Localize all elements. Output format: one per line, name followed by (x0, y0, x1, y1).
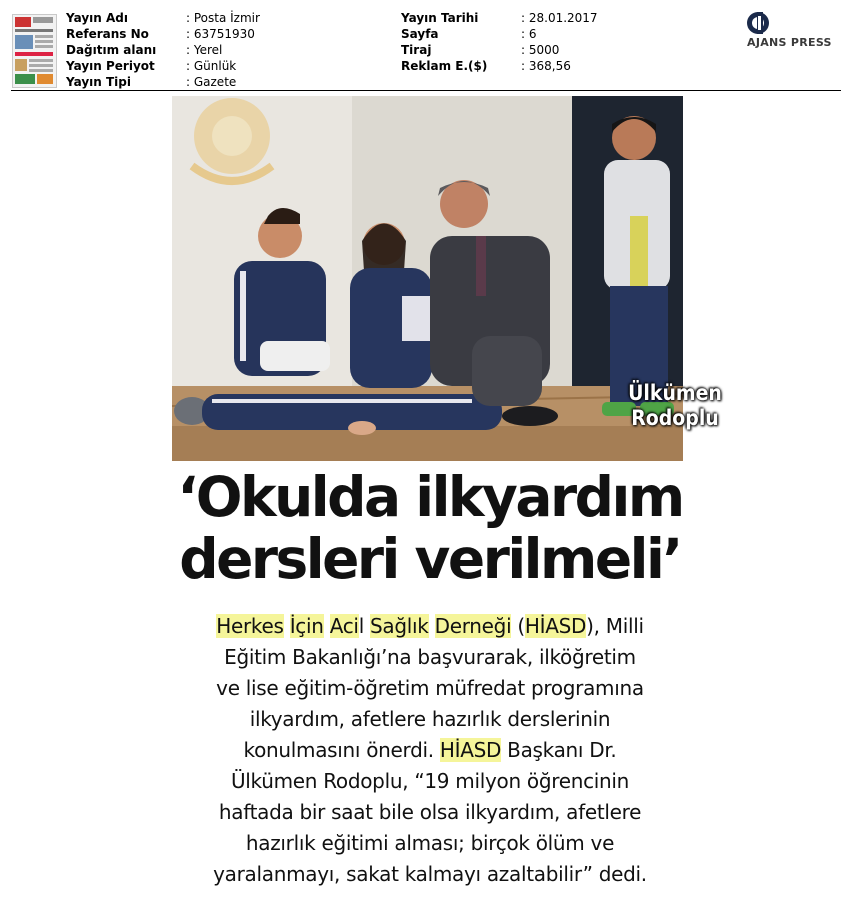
highlighted-term: İçin (289, 614, 324, 638)
photo-caption (620, 381, 730, 431)
body-text: Başkanı Dr. (501, 738, 617, 762)
body-line: Eğitim Bakanlığı’na başvurarak, ilköğretim (224, 645, 636, 669)
newspaper-page-thumbnail (12, 14, 57, 88)
meta-key: Sayfa (401, 27, 439, 41)
article-headline (160, 466, 700, 590)
header-divider (11, 90, 841, 91)
body-line: Ülkümen Rodoplu, “19 milyon öğrencinin (230, 769, 630, 793)
headline-line: ‘Okulda ilkyardım (177, 465, 683, 529)
meta-row-reklam (401, 58, 598, 74)
logo-text: AJANS PRESS (747, 36, 832, 49)
meta-value: : 28.01.2017 (521, 11, 598, 25)
body-line (160, 735, 700, 766)
meta-key: Referans No (66, 27, 149, 41)
meta-row-tiraj (401, 42, 598, 58)
meta-key: Tiraj (401, 43, 432, 57)
meta-value: : Yerel (186, 43, 223, 57)
publication-meta-left (66, 10, 260, 90)
news-photo (172, 96, 722, 461)
photo-caption-line: Rodoplu (631, 406, 719, 430)
meta-key: Reklam E.($) (401, 59, 488, 73)
highlighted-term: HİASD (524, 614, 587, 638)
meta-value: : Gazete (186, 75, 237, 89)
body-text (284, 614, 290, 638)
body-line (160, 611, 700, 642)
meta-row-referans-no (66, 26, 260, 42)
meta-key: Yayın Tarihi (401, 11, 479, 25)
ajans-press-mark-icon (745, 10, 775, 36)
body-line: yaralanmayı, sakat kalmayı azaltabilir” dedi. (213, 862, 647, 886)
meta-key: Yayın Adı (66, 11, 128, 25)
body-line: ve lise eğitim-öğretim müfredat programına (216, 676, 644, 700)
meta-value: : 63751930 (186, 27, 255, 41)
meta-row-sayfa (401, 26, 598, 42)
body-text: l (358, 614, 371, 638)
meta-key: Yayın Tipi (66, 75, 131, 89)
meta-key: Yayın Periyot (66, 59, 155, 73)
meta-value: : 5000 (521, 43, 560, 57)
body-line: haftada bir saat bile olsa ilkyardım, afetlere (218, 800, 642, 824)
meta-row-yayin-tipi (66, 74, 260, 90)
meta-row-yayin-tarihi (401, 10, 598, 26)
highlighted-term: Herkes (216, 614, 284, 638)
highlighted-term: Derneği (434, 614, 512, 638)
highlighted-term: Aci (329, 614, 359, 638)
meta-row-dagitim-alani (66, 42, 260, 58)
meta-value: : 6 (521, 27, 537, 41)
body-text (324, 614, 330, 638)
meta-row-yayin-adi (66, 10, 260, 26)
meta-value: : Posta İzmir (186, 11, 260, 25)
body-line: ilkyardım, afetlere hazırlık derslerinin (249, 707, 611, 731)
highlighted-term: Sağlık (370, 614, 429, 638)
highlighted-term: HİASD (439, 738, 502, 762)
body-text: ), Milli (586, 614, 644, 638)
body-line: hazırlık eğitimi alması; birçok ölüm ve (245, 831, 615, 855)
headline-line: dersleri verilmeli’ (179, 527, 681, 591)
article-body (160, 611, 700, 890)
photo-caption-line: Ülkümen (628, 381, 722, 405)
meta-value: : Günlük (186, 59, 237, 73)
body-text: konulmasını önerdi. (243, 738, 440, 762)
ajans-press-logo (745, 10, 845, 50)
publication-meta-right (401, 10, 598, 74)
meta-key: Dağıtım alanı (66, 43, 157, 57)
meta-row-yayin-periyot (66, 58, 260, 74)
body-text: ( (511, 614, 525, 638)
body-text (429, 614, 435, 638)
meta-value: : 368,56 (521, 59, 571, 73)
